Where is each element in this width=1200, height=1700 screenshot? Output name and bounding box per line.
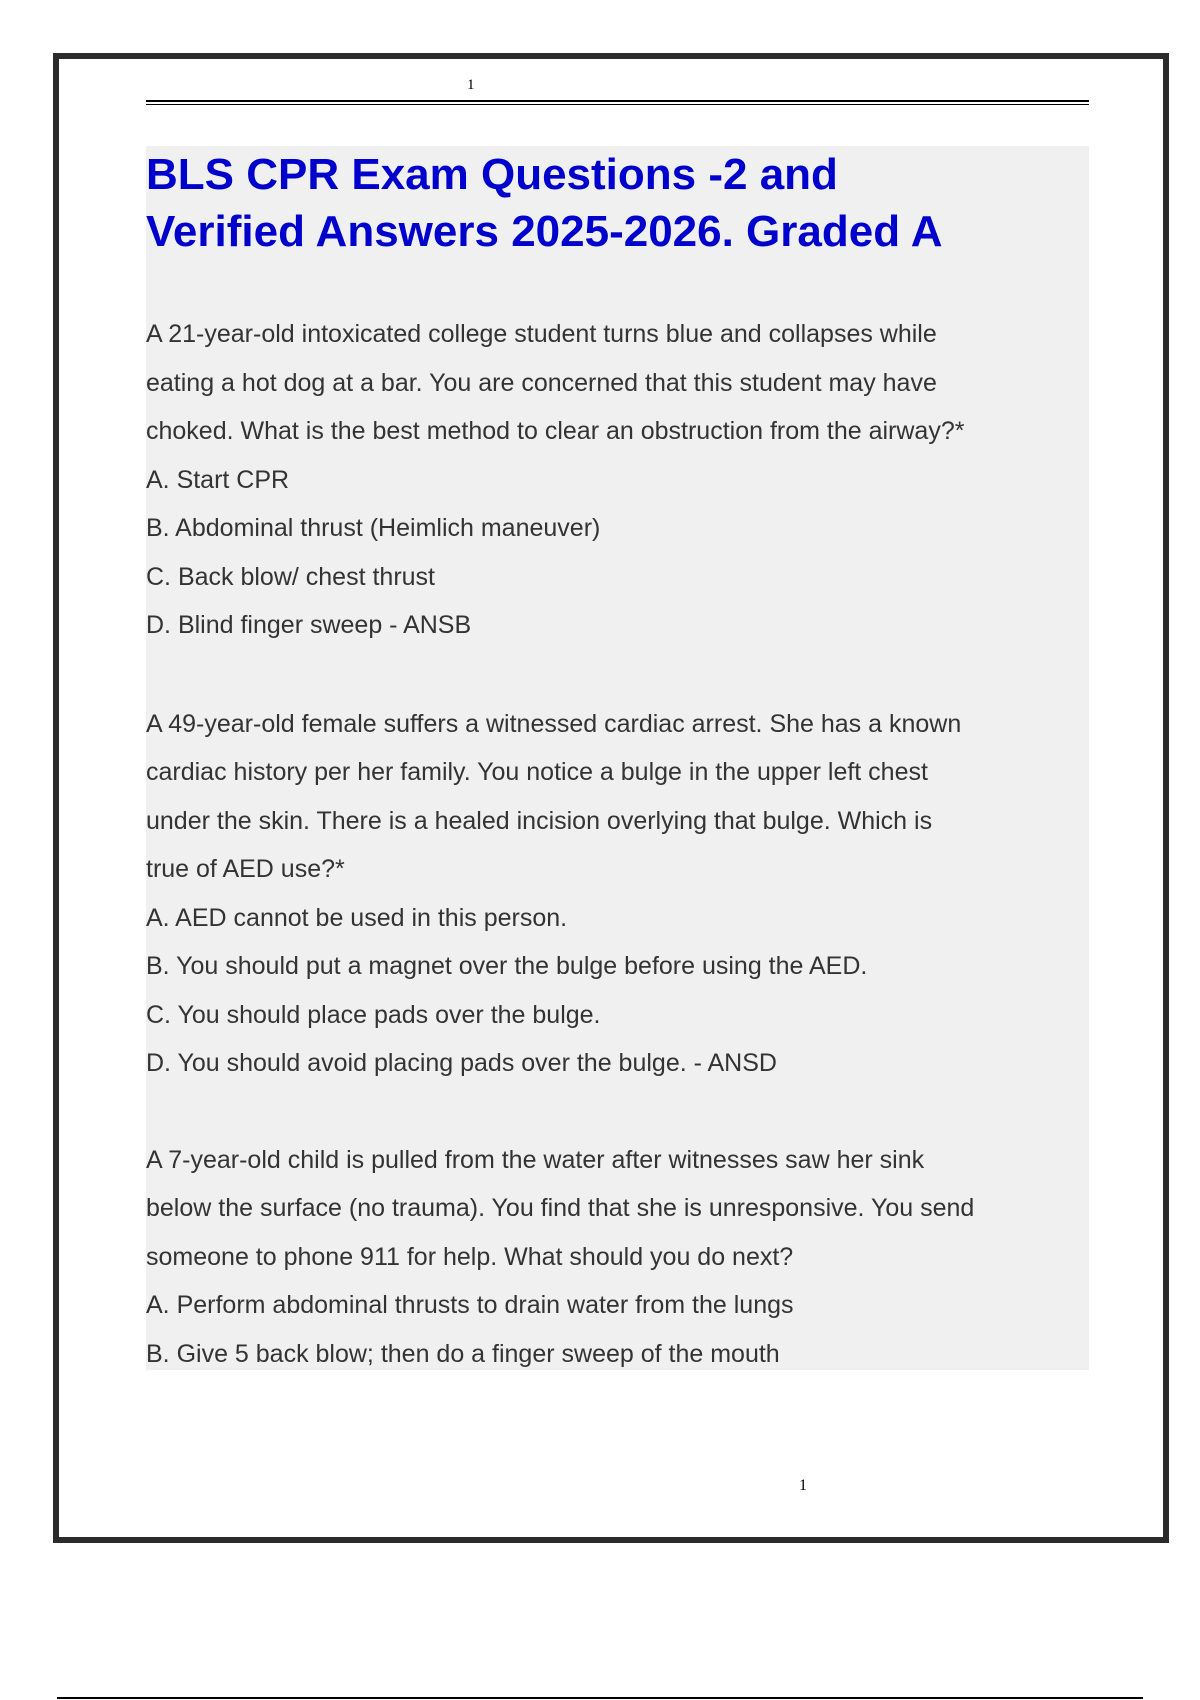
header-page-number: 1 <box>467 77 475 93</box>
question-1 <box>146 310 1089 650</box>
answer-option: A. Start CPR <box>146 465 290 494</box>
answer-option: B. Give 5 back blow; then do a finger sweep of the mouth <box>146 1339 780 1368</box>
title-line: Verified Answers 2025-2026. Graded A <box>146 207 943 256</box>
answer-option: B. Abdominal thrust (Heimlich maneuver) <box>146 514 601 542</box>
question-text-line: under the skin. There is a healed incision overlying that bulge. Which is <box>146 806 933 835</box>
answer-option: C. Back blow/ chest thrust <box>146 562 436 591</box>
footer-page-number: 1 <box>799 1477 807 1494</box>
title-line: BLS CPR Exam Questions -2 and <box>146 150 838 199</box>
document-content <box>146 146 1089 1370</box>
question-3 <box>146 1136 1089 1379</box>
answer-option: D. Blind finger sweep - ANSB <box>146 611 472 639</box>
question-text-line: below the surface (no trauma). You find that she is unresponsive. You send <box>146 1194 975 1222</box>
question-text-line: A 7-year-old child is pulled from the water after witnesses saw her sink <box>146 1145 925 1174</box>
document-title <box>146 146 1089 260</box>
answer-option: D. You should avoid placing pads over the bulge. - ANSD <box>146 1049 777 1077</box>
question-text-line: eating a hot dog at a bar. You are concerned that this student may have <box>146 368 937 397</box>
header-rule-thin <box>146 104 1089 105</box>
question-text-line: someone to phone 911 for help. What should you do next? <box>146 1242 794 1271</box>
question-text-line: cardiac history per her family. You notice a bulge in the upper left chest <box>146 758 928 786</box>
answer-option: A. AED cannot be used in this person. <box>146 903 568 932</box>
question-text-line: A 49-year-old female suffers a witnessed cardiac arrest. She has a known <box>146 709 962 738</box>
header-rule <box>146 100 1089 102</box>
question-2 <box>146 700 1089 1088</box>
question-text-line: true of AED use?* <box>146 855 345 883</box>
bottom-rule <box>57 1697 1143 1699</box>
answer-option: B. You should put a magnet over the bulge before using the AED. <box>146 952 868 980</box>
answer-option: C. You should place pads over the bulge. <box>146 1000 601 1029</box>
answer-option: A. Perform abdominal thrusts to drain water from the lungs <box>146 1291 794 1319</box>
question-text-line: choked. What is the best method to clear an obstruction from the airway?* <box>146 417 965 445</box>
question-text-line: A 21-year-old intoxicated college student turns blue and collapses while <box>146 320 937 348</box>
